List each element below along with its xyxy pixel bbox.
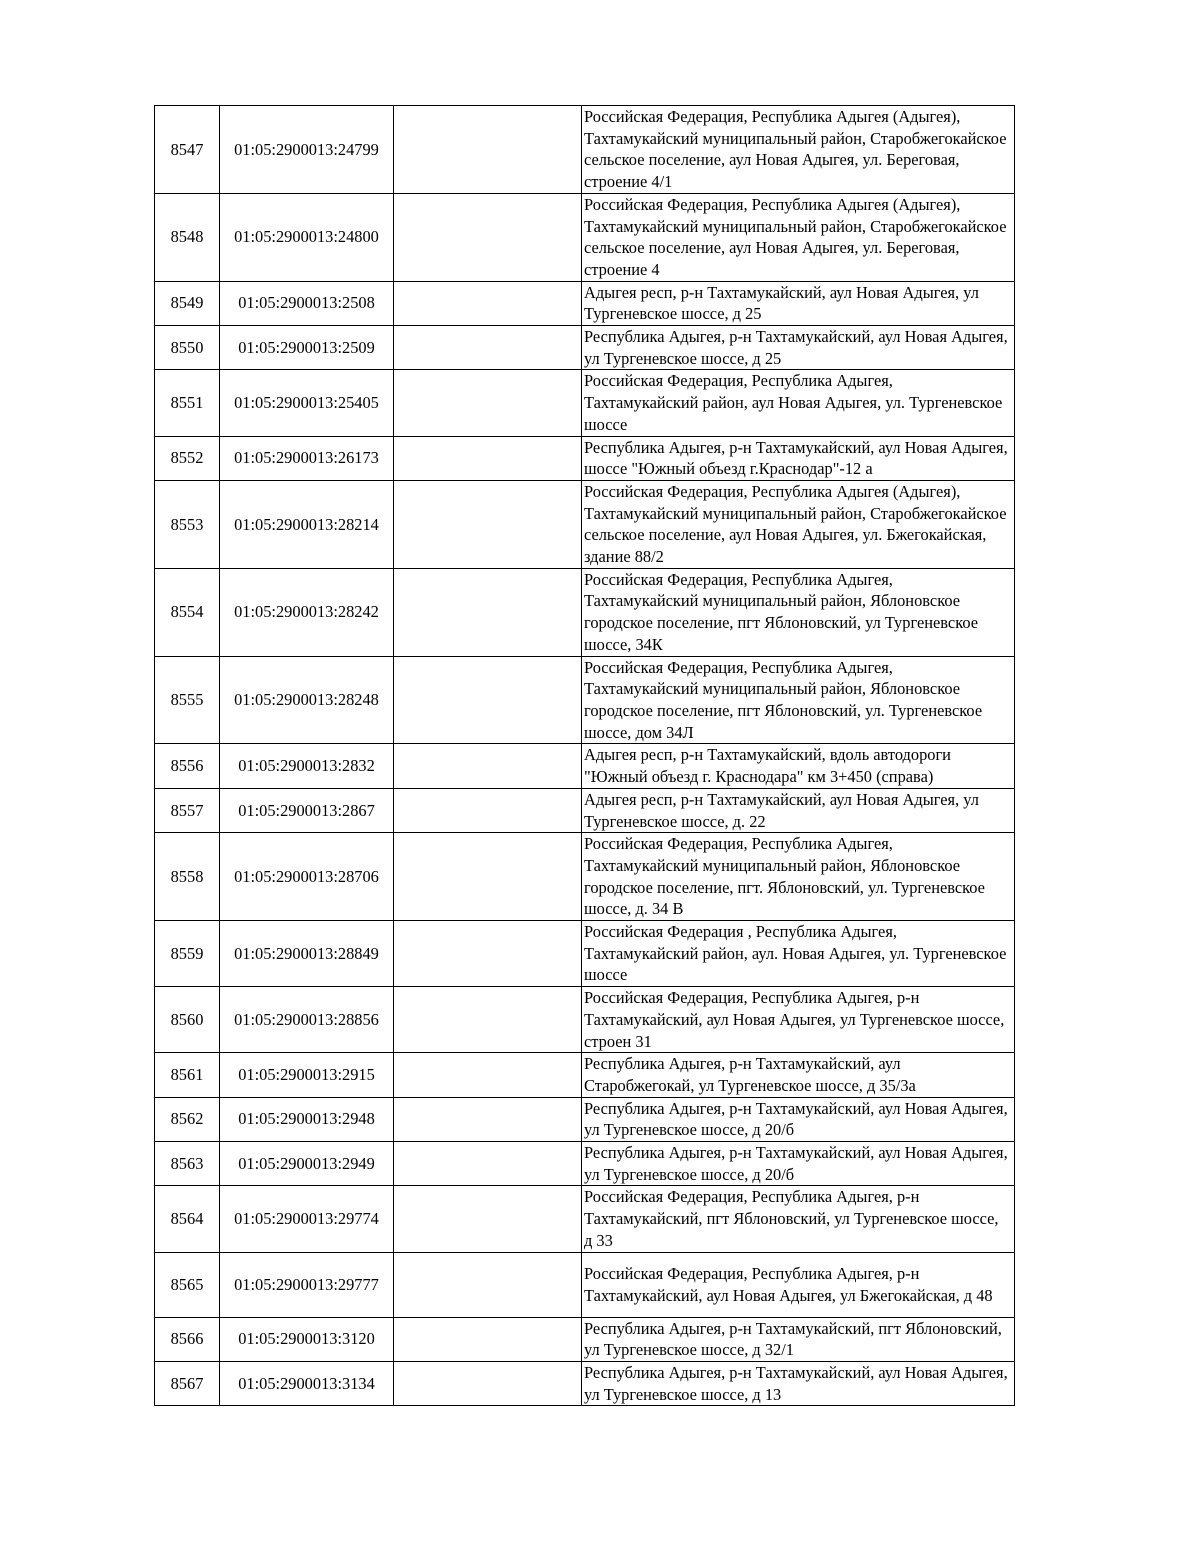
cadastral-number-cell: 01:05:2900013:2832	[220, 744, 394, 788]
row-number-cell: 8565	[155, 1252, 220, 1317]
row-number-cell: 8558	[155, 833, 220, 921]
row-number-cell: 8554	[155, 568, 220, 656]
address-cell: Российская Федерация , Республика Адыгея, Тахтамукайский район, аул. Новая Адыгея, ул. Тургеневское шоссе	[582, 921, 1015, 987]
table-row	[155, 1186, 1015, 1252]
cadastral-number-cell: 01:05:2900013:2948	[220, 1097, 394, 1141]
row-number-cell: 8564	[155, 1186, 220, 1252]
table-row	[155, 106, 1015, 194]
empty-cell	[394, 987, 582, 1053]
table-row	[155, 193, 1015, 281]
address-cell: Республика Адыгея, р-н Тахтамукайский, аул Новая Адыгея, шоссе "Южный объезд г.Краснодар"-12 а	[582, 436, 1015, 480]
row-number-cell: 8548	[155, 193, 220, 281]
row-number-cell: 8550	[155, 326, 220, 370]
empty-cell	[394, 326, 582, 370]
empty-cell	[394, 1142, 582, 1186]
address-cell: Республика Адыгея, р-н Тахтамукайский, аул Старобжегокай, ул Тургеневское шоссе, д 35/3а	[582, 1053, 1015, 1097]
empty-cell	[394, 436, 582, 480]
cadastral-number-cell: 01:05:2900013:28214	[220, 480, 394, 568]
table-row	[155, 1097, 1015, 1141]
row-number-cell: 8560	[155, 987, 220, 1053]
empty-cell	[394, 744, 582, 788]
cadastral-number-cell: 01:05:2900013:2915	[220, 1053, 394, 1097]
cadastral-number-cell: 01:05:2900013:2508	[220, 281, 394, 325]
table-row	[155, 568, 1015, 656]
cadastral-number-cell: 01:05:2900013:3120	[220, 1317, 394, 1361]
empty-cell	[394, 833, 582, 921]
row-number-cell: 8549	[155, 281, 220, 325]
table-row	[155, 281, 1015, 325]
cadastral-number-cell: 01:05:2900013:3134	[220, 1361, 394, 1405]
empty-cell	[394, 1053, 582, 1097]
row-number-cell: 8551	[155, 370, 220, 436]
address-cell: Адыгея респ, р-н Тахтамукайский, аул Новая Адыгея, ул Тургеневское шоссе, д 25	[582, 281, 1015, 325]
cadastral-number-cell: 01:05:2900013:28849	[220, 921, 394, 987]
address-cell: Республика Адыгея, р-н Тахтамукайский, пгт Яблоновский, ул Тургеневское шоссе, д 32/1	[582, 1317, 1015, 1361]
table-row	[155, 370, 1015, 436]
address-cell: Российская Федерация, Республика Адыгея (Адыгея), Тахтамукайский муниципальный район, Старобжегокайское сельское поселение, аул Новая Адыгея, ул. Бжегокайская, здание 88/2	[582, 480, 1015, 568]
address-cell: Российская Федерация, Республика Адыгея, Тахтамукайский муниципальный район, Яблоновское городское поселение, пгт. Яблоновский, ул. Тургеневское шоссе, д. 34 В	[582, 833, 1015, 921]
empty-cell	[394, 656, 582, 744]
cadastral-number-cell: 01:05:2900013:29777	[220, 1252, 394, 1317]
cadastral-number-cell: 01:05:2900013:24800	[220, 193, 394, 281]
table-row	[155, 436, 1015, 480]
cadastral-number-cell: 01:05:2900013:25405	[220, 370, 394, 436]
table-row	[155, 1142, 1015, 1186]
empty-cell	[394, 921, 582, 987]
row-number-cell: 8559	[155, 921, 220, 987]
cadastral-number-cell: 01:05:2900013:2867	[220, 788, 394, 832]
empty-cell	[394, 480, 582, 568]
table-row	[155, 1317, 1015, 1361]
address-cell: Российская Федерация, Республика Адыгея, Тахтамукайский муниципальный район, Яблоновское городское поселение, пгт Яблоновский, ул. Тургеневское шоссе, дом 34Л	[582, 656, 1015, 744]
address-cell: Российская Федерация, Республика Адыгея, р-н Тахтамукайский, аул Новая Адыгея, ул Бжегокайская, д 48	[582, 1252, 1015, 1317]
registry-table	[154, 105, 1015, 1406]
table-row	[155, 833, 1015, 921]
row-number-cell: 8561	[155, 1053, 220, 1097]
row-number-cell: 8562	[155, 1097, 220, 1141]
table-row	[155, 1252, 1015, 1317]
row-number-cell: 8557	[155, 788, 220, 832]
address-cell: Российская Федерация, Республика Адыгея, р-н Тахтамукайский, пгт Яблоновский, ул Тургеневское шоссе, д 33	[582, 1186, 1015, 1252]
empty-cell	[394, 106, 582, 194]
table-row	[155, 921, 1015, 987]
address-cell: Российская Федерация, Республика Адыгея, Тахтамукайский муниципальный район, Яблоновское городское поселение, пгт Яблоновский, ул Тургеневское шоссе, 34К	[582, 568, 1015, 656]
empty-cell	[394, 788, 582, 832]
row-number-cell: 8555	[155, 656, 220, 744]
table-row	[155, 987, 1015, 1053]
address-cell: Республика Адыгея, р-н Тахтамукайский, аул Новая Адыгея, ул Тургеневское шоссе, д 20/б	[582, 1142, 1015, 1186]
address-cell: Российская Федерация, Республика Адыгея, р-н Тахтамукайский, аул Новая Адыгея, ул Тургеневское шоссе, строен 31	[582, 987, 1015, 1053]
address-cell: Республика Адыгея, р-н Тахтамукайский, аул Новая Адыгея, ул Тургеневское шоссе, д 20/б	[582, 1097, 1015, 1141]
empty-cell	[394, 370, 582, 436]
table-row	[155, 1361, 1015, 1405]
cadastral-number-cell: 01:05:2900013:26173	[220, 436, 394, 480]
registry-table-body	[155, 106, 1015, 1406]
cadastral-number-cell: 01:05:2900013:2509	[220, 326, 394, 370]
table-row	[155, 788, 1015, 832]
row-number-cell: 8567	[155, 1361, 220, 1405]
empty-cell	[394, 1361, 582, 1405]
address-cell: Российская Федерация, Республика Адыгея, Тахтамукайский район, аул Новая Адыгея, ул. Тургеневское шоссе	[582, 370, 1015, 436]
cadastral-number-cell: 01:05:2900013:28706	[220, 833, 394, 921]
address-cell: Республика Адыгея, р-н Тахтамукайский, аул Новая Адыгея, ул Тургеневское шоссе, д 25	[582, 326, 1015, 370]
cadastral-number-cell: 01:05:2900013:24799	[220, 106, 394, 194]
address-cell: Республика Адыгея, р-н Тахтамукайский, аул Новая Адыгея, ул Тургеневское шоссе, д 13	[582, 1361, 1015, 1405]
table-row	[155, 656, 1015, 744]
cadastral-number-cell: 01:05:2900013:2949	[220, 1142, 394, 1186]
empty-cell	[394, 193, 582, 281]
cadastral-number-cell: 01:05:2900013:28248	[220, 656, 394, 744]
cadastral-number-cell: 01:05:2900013:28856	[220, 987, 394, 1053]
empty-cell	[394, 568, 582, 656]
table-row	[155, 1053, 1015, 1097]
cadastral-number-cell: 01:05:2900013:28242	[220, 568, 394, 656]
address-cell: Российская Федерация, Республика Адыгея (Адыгея), Тахтамукайский муниципальный район, Старобжегокайское сельское поселение, аул Новая Адыгея, ул. Береговая, строение 4	[582, 193, 1015, 281]
row-number-cell: 8556	[155, 744, 220, 788]
row-number-cell: 8553	[155, 480, 220, 568]
cadastral-number-cell: 01:05:2900013:29774	[220, 1186, 394, 1252]
table-row	[155, 744, 1015, 788]
address-cell: Российская Федерация, Республика Адыгея (Адыгея), Тахтамукайский муниципальный район, Старобжегокайское сельское поселение, аул Новая Адыгея, ул. Береговая, строение 4/1	[582, 106, 1015, 194]
row-number-cell: 8563	[155, 1142, 220, 1186]
row-number-cell: 8547	[155, 106, 220, 194]
table-row	[155, 326, 1015, 370]
empty-cell	[394, 281, 582, 325]
row-number-cell: 8552	[155, 436, 220, 480]
address-cell: Адыгея респ, р-н Тахтамукайский, вдоль автодороги "Южный объезд г. Краснодара" км 3+450 (справа)	[582, 744, 1015, 788]
table-row	[155, 480, 1015, 568]
empty-cell	[394, 1097, 582, 1141]
empty-cell	[394, 1186, 582, 1252]
empty-cell	[394, 1317, 582, 1361]
address-cell: Адыгея респ, р-н Тахтамукайский, аул Новая Адыгея, ул Тургеневское шоссе, д. 22	[582, 788, 1015, 832]
empty-cell	[394, 1252, 582, 1317]
row-number-cell: 8566	[155, 1317, 220, 1361]
